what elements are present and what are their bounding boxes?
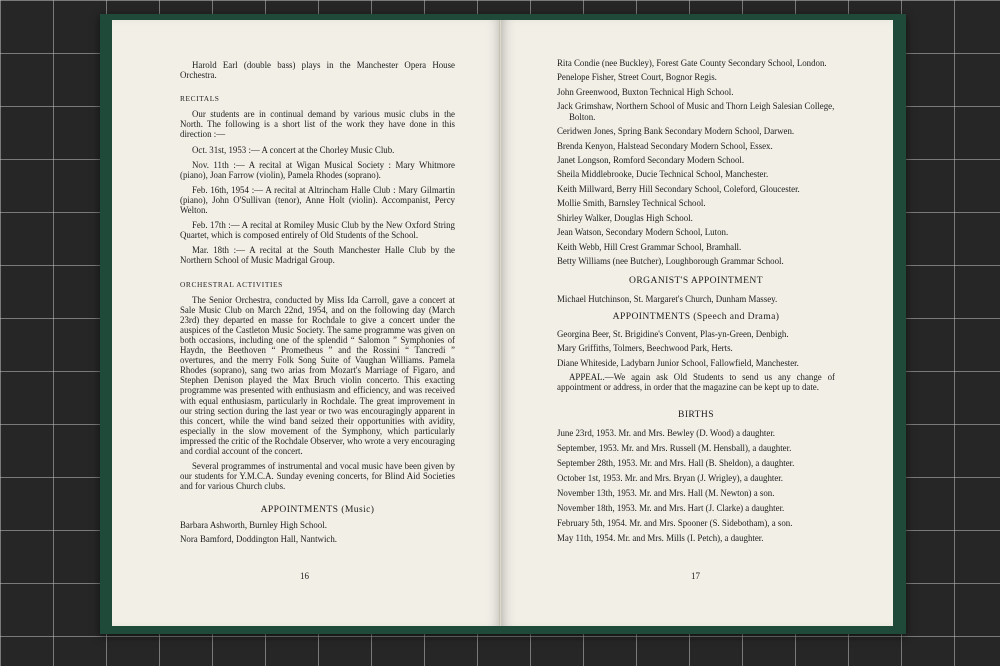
appointments-continued-list (557, 58, 835, 266)
list-item: November 13th, 1953. Mr. and Mrs. Hall (M. Newton) a son. (557, 487, 775, 498)
list-item: June 23rd, 1953. Mr. and Mrs. Bewley (D. Wood) a daughter. (557, 427, 776, 438)
list-item: Nora Bamford, Doddington Hall, Nantwich. (180, 533, 338, 544)
organist-heading: ORGANIST'S APPOINTMENT (629, 275, 763, 287)
appeal-paragraph: APPEAL.—We again ask Old Students to send us any change of appointment or address, in order that the magazine can be kept up to date. (557, 372, 835, 393)
list-item: Mollie Smith, Barnsley Technical School. (557, 198, 706, 209)
list-item: Keith Webb, Hill Crest Grammar School, Bramhall. (557, 241, 742, 252)
right-page (501, 20, 893, 626)
list-item: Penelope Fisher, Street Court, Bognor Regis. (557, 72, 717, 83)
orchestral-heading: ORCHESTRAL ACTIVITIES (180, 279, 283, 289)
recital-item: Nov. 11th :— A recital at Wigan Musical Society : Mary Whitmore (piano), Joan Farrow (violin), Pamela Rhodes (soprano). (180, 159, 455, 180)
recital-item: Oct. 31st, 1953 :— A concert at the Chorley Music Club. (192, 144, 395, 155)
births-heading: BIRTHS (678, 409, 714, 421)
list-item: Sheila Middlebrooke, Ducie Technical School, Manchester. (557, 169, 769, 180)
appointments-music-heading: APPOINTMENTS (Music) (260, 504, 375, 516)
list-item: November 18th, 1953. Mr. and Mrs. Hart (J. Clarke) a daughter. (557, 502, 785, 513)
drama-heading: APPOINTMENTS (Speech and Drama) (612, 310, 780, 322)
drama-list (557, 329, 835, 368)
page-number: 17 (691, 570, 700, 581)
intro-paragraph: Harold Earl (double bass) plays in the Manchester Opera House Orchestra. (180, 60, 455, 81)
list-item: Michael Hutchinson, St. Margaret's Church, Dunham Massey. (557, 293, 778, 304)
list-item: John Greenwood, Buxton Technical High School. (557, 86, 734, 97)
list-item: Ceridwen Jones, Spring Bank Secondary Modern School, Darwen. (557, 126, 795, 137)
list-item: February 5th, 1954. Mr. and Mrs. Spooner (S. Sidebotham), a son. (557, 518, 793, 529)
list-item: Jack Grimshaw, Northern School of Music and Thorn Leigh Salesian College, Bolton. (557, 101, 835, 122)
recital-item: Feb. 17th :— A recital at Romiley Music Club by the New Oxford String Quartet, which is composed entirely of Old Students of the School. (180, 220, 455, 241)
orchestral-paragraph: The Senior Orchestra, conducted by Miss Ida Carroll, gave a concert at Sale Music Club on March 22nd, 1954, and on the following day (March 23rd) they departed en masse for Rochdale to give a concert under the auspices of the Castleton Music Society. The same programme was given on both occasions, including one of the splendid “ Salomon ” Symphonies of Haydn, the Beethoven “ Prometheus ” and the Rossini “ Tancredi ” overtures, and the merry Folk Song Suite of Vaughan Williams. Pamela Rhodes (soprano), sang two arias from Mozart's Marriage of Figaro, and Stephen Denison played the Max Bruch violin concerto. This exacting programme was presented with enthusiasm and efficiency, and was received with equal enthusiasm, particularly in Rochdale. The great improvement in our string section during the last year or two was encouragingly apparent in this concert, while the wind band seized their opportunities with avidity, especially in the slow movement of the Symphony, which particularly impressed the critic of the Rochdale Observer, who wrote a very encouraging and cordial account of the concert. (180, 294, 455, 456)
recitals-heading: RECITALS (180, 94, 220, 104)
list-item: Georgina Beer, St. Brigidine's Convent, Plas-yn-Green, Denbigh. (557, 328, 789, 339)
list-item: Brenda Kenyon, Halstead Secondary Modern School, Essex. (557, 140, 773, 151)
list-item: Rita Condie (nee Buckley), Forest Gate County Secondary School, London. (557, 58, 827, 68)
appointments-music-list (180, 520, 455, 543)
recital-item: Mar. 18th :— A recital at the South Manchester Halle Club by the Northern School of Music Madrigal Group. (180, 245, 455, 266)
list-item: Betty Williams (nee Butcher), Loughborough Grammar School. (557, 256, 784, 267)
list-item: Keith Millward, Berry Hill Secondary School, Coleford, Gloucester. (557, 183, 800, 194)
list-item: October 1st, 1953. Mr. and Mrs. Bryan (J. Wrigley), a daughter. (557, 472, 783, 483)
list-item: Shirley Walker, Douglas High School. (557, 212, 693, 223)
list-item: Jean Watson, Secondary Modern School, Luton. (557, 227, 729, 238)
page-number: 16 (300, 570, 309, 581)
list-item: Janet Longson, Romford Secondary Modern School. (557, 155, 745, 165)
list-item: Mary Griffiths, Tolmers, Beechwood Park, Herts. (557, 343, 733, 354)
list-item: September, 1953. Mr. and Mrs. Russell (M. Hensball), a daughter. (557, 442, 792, 453)
list-item: September 28th, 1953. Mr. and Mrs. Hall (B. Sheldon), a daughter. (557, 457, 795, 468)
left-page (112, 20, 501, 626)
recitals-intro: Our students are in continual demand by various music clubs in the North. The following is a short list of the work they have done in this direction :— (180, 109, 455, 140)
list-item: May 11th, 1954. Mr. and Mrs. Mills (I. Petch), a daughter. (557, 533, 764, 544)
births-list (557, 428, 835, 544)
recital-item: Feb. 16th, 1954 :— A recital at Altrincham Halle Club : Mary Gilmartin (piano), John O'Sullivan (tenor), Anne Holt (violin). Accompanist, Percy Welton. (180, 184, 455, 216)
organist-list (557, 294, 835, 304)
ymca-paragraph: Several programmes of instrumental and vocal music have been given by our students for Y.M.C.A. Sunday evening concerts, for Blind Aid Societies and for various Church clubs. (180, 461, 455, 492)
list-item: Barbara Ashworth, Burnley High School. (180, 520, 327, 531)
list-item: Diane Whiteside, Ladybarn Junior School, Fallowfield, Manchester. (557, 357, 799, 368)
